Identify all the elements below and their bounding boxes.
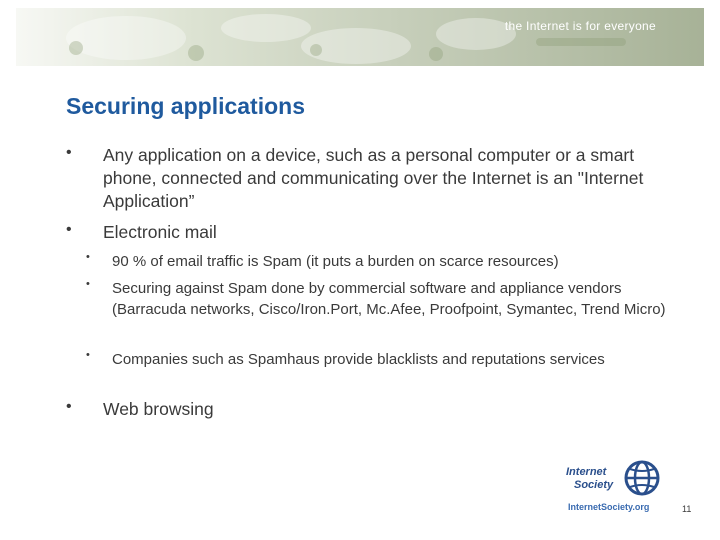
- world-map-graphic: [16, 8, 704, 66]
- slide-title: Securing applications: [66, 93, 305, 119]
- bullet-text: Any application on a device, such as a personal computer or a smart phone, connected and communicating over the Internet is an "Internet Application”: [103, 145, 644, 211]
- bullet-dot: •: [66, 221, 72, 238]
- page-number: 11: [682, 504, 692, 514]
- sub-bullet-dot: •: [86, 349, 90, 361]
- sub-bullet-text: Securing against Spam done by commercial software and appliance vendors (Barracuda networks, Cisco/Iron.Port, Mc.Afee, Proofpoint, Symantec, Trend Micro): [112, 280, 666, 318]
- logo-word-internet: Internet: [566, 466, 607, 478]
- logo-word-society: Society: [574, 479, 614, 491]
- footer-url[interactable]: InternetSociety.org: [568, 502, 650, 512]
- sub-bullet-dot: •: [86, 278, 90, 290]
- sub-bullet-dot: •: [86, 251, 90, 263]
- sub-bullet-text: Companies such as Spamhaus provide blacklists and reputations services: [112, 351, 605, 368]
- bullet-dot: •: [66, 144, 72, 161]
- header-tagline: the Internet is for everyone: [504, 19, 656, 33]
- sub-bullet-text: 90 % of email traffic is Spam (it puts a burden on scarce resources): [112, 253, 559, 270]
- bullet-text: Electronic mail: [103, 222, 217, 242]
- bullet-dot: •: [66, 398, 72, 415]
- globe-icon: [622, 458, 662, 498]
- bullet-text: Web browsing: [103, 399, 214, 419]
- header-banner: [16, 8, 704, 66]
